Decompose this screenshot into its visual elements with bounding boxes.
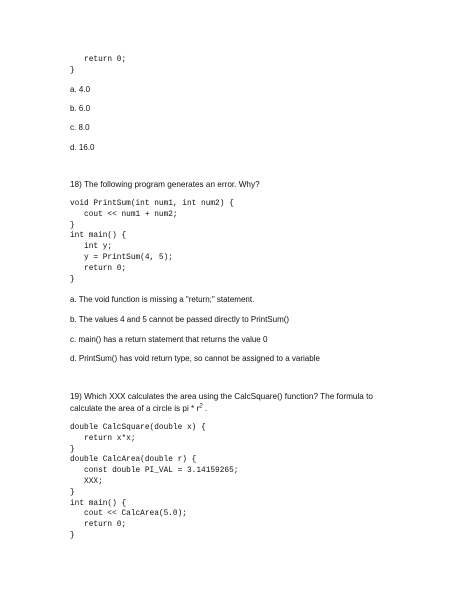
question-18-text: 18) The following program generates an error. Why?: [70, 180, 260, 189]
question-19-text-line2: [70, 403, 207, 414]
question-18-option-b: b. The values 4 and 5 cannot be passed directly to PrintSum(): [70, 315, 290, 324]
previous-option-d: d. 16.0: [70, 143, 95, 152]
question-19-formula-text: calculate the area of a circle is pi * r: [70, 404, 200, 413]
previous-option-a: a. 4.0: [70, 85, 91, 94]
question-19-code: double CalcSquare(double x) { return x*x; } double CalcArea(double r) { const double PI_VAL = 3.14159265; XXX; } int main() { cout << CalcArea(5.0); return 0; }: [70, 424, 239, 540]
previous-question-code-tail: return 0; }: [70, 56, 127, 75]
question-18-code: void PrintSum(int num1, int num2) { cout << num1 + num2; } int main() { int y; y = PrintSum(4, 5); return 0; }: [70, 200, 234, 284]
question-18-option-d: d. PrintSum() has void return type, so cannot be assigned to a variable: [70, 354, 320, 363]
previous-option-c: c. 8.0: [70, 123, 90, 132]
question-19-period: .: [202, 404, 208, 413]
previous-option-b: b. 6.0: [70, 104, 91, 113]
question-18-option-a: a. The void function is missing a "return;" statement.: [70, 295, 255, 304]
question-19-exponent: 2: [199, 403, 203, 410]
question-18-option-c: c. main() has a return statement that returns the value 0: [70, 335, 268, 344]
question-19-text-line1: 19) Which XXX calculates the area using the CalcSquare() function? The formula to: [70, 392, 373, 401]
